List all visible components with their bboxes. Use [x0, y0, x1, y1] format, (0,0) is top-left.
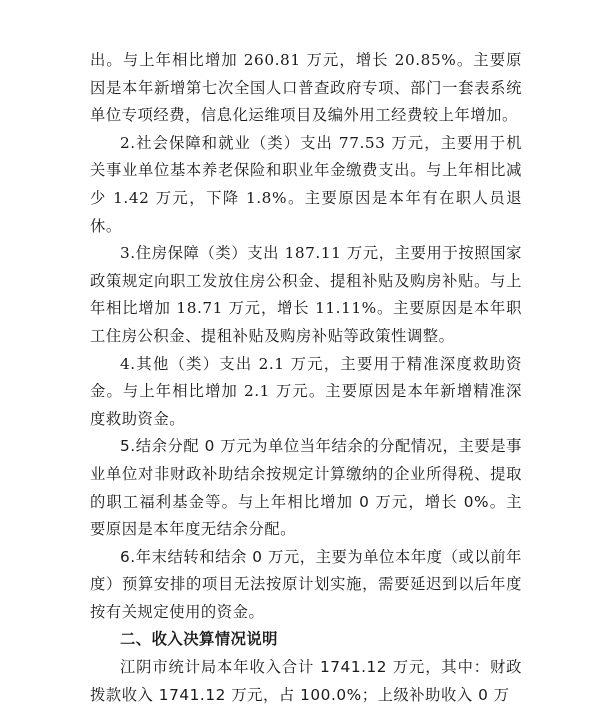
paragraph-social-security: 2.社会保障和就业（类）支出 77.53 万元，主要用于机关事业单位基本养老保险和职业年金缴费支出。与上年相比减少 1.42 万元，下降 1.8%。主要原因是本年有在职人员退休。	[90, 133, 522, 235]
paragraph-other: 4.其他（类）支出 2.1 万元，主要用于精准深度救助资金。与上年相比增加 2.1 万元。主要原因是本年新增精准深度救助资金。	[90, 354, 522, 428]
paragraph-surplus-distribution: 5.结余分配 0 万元为单位当年结余的分配情况，主要是事业单位对非财政补助结余按规定计算缴纳的企业所得税、提取的职工福利基金等。与上年相比增加 0 万元，增长 0%。主要原因是本年度无结余分配。	[90, 437, 522, 539]
paragraph-continuation: 出。与上年相比增加 260.81 万元，增长 20.85%。主要原因是本年新增第七次全国人口普查政府专项、部门一套表系统单位专项经费，信息化运维项目及编外用工经费较上年增加。	[90, 51, 522, 125]
paragraph-year-end-balance: 6.年末结转和结余 0 万元，主要为单位本年度（或以前年度）预算安排的项目无法按原计划实施，需要延迟到以后年度按有关规定使用的资金。	[90, 547, 522, 621]
section-heading-income: 二、收入决算情况说明	[120, 630, 278, 649]
paragraph-housing: 3.住房保障（类）支出 187.11 万元，主要用于按照国家政策规定向职工发放住房公积金、提租补贴及购房补贴。与上年相比增加 18.71 万元，增长 11.11%。主要原因是本年职工住房公积金、提租补贴及购房补贴等政策性调整。	[90, 244, 522, 345]
paragraph-income-summary: 江阴市统计局本年收入合计 1741.12 万元，其中：财政拨款收入 1741.12 万元，占 100.0%；上级补助收入 0 万	[90, 658, 522, 704]
